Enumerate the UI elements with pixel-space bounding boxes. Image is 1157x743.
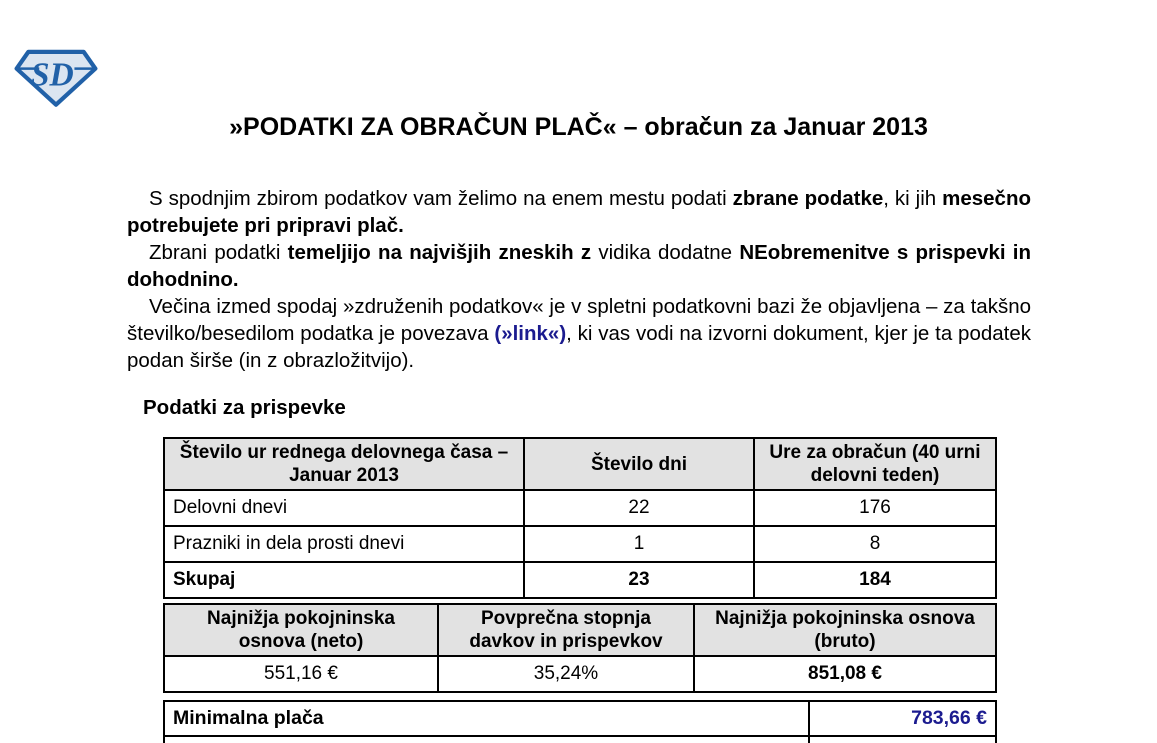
hours-value: 8 [754,526,996,562]
row-label: Delovni dnevi [164,490,524,526]
link-notation: (»link«) [494,322,567,345]
column-header-pension-net: Najnižja pokojninska osnova (neto) [164,604,438,656]
hours-total-value: 184 [754,562,996,598]
table-row-pension-values [164,656,996,692]
text-run: , ki jih [883,187,943,210]
text-run-bold: mesečno potrebujete pri pripravi plač. [127,187,1031,237]
table-row-partial [164,736,996,743]
column-header-avg-rate: Povprečna stopnja davkov in prispevkov [438,604,694,656]
sd-logo [14,46,98,108]
header-row [164,604,996,656]
column-header-hours-period: Število ur rednega delovnega časa – Januar 2013 [164,438,524,490]
intro-paragraph-2 [127,239,1031,293]
section-heading: Podatki za prispevke [143,396,346,419]
text-run: vidika dodatne [591,241,740,264]
pension-base-table [163,603,997,693]
text-run-bold: zbrane podatke [732,187,884,210]
row-label: Prazniki in dela prosti dnevi [164,526,524,562]
minimum-wage-table [163,700,997,743]
table-row-working-days [164,490,996,526]
days-value: 22 [524,490,754,526]
working-hours-table [163,437,997,599]
days-total-value: 23 [524,562,754,598]
text-run: S spodnjim zbirom podatkov vam želimo na enem mestu podati [149,187,733,210]
header-row [164,438,996,490]
logo-letters: SD [30,56,74,94]
minimum-wage-value-link[interactable]: 783,66 € [809,701,996,736]
empty-cell [809,736,996,743]
table-row-total [164,562,996,598]
pension-net-value: 551,16 € [164,656,438,692]
text-run: Večina izmed spodaj »združenih podatkov« je v spletni podatkovni bazi že objavljena – za takšno številko/besedilom podatka je povezava [127,295,1031,345]
pension-gross-value: 851,08 € [694,656,996,692]
hours-value: 176 [754,490,996,526]
empty-cell [164,736,809,743]
avg-rate-value: 35,24% [438,656,694,692]
sd-diamond-logo-icon [14,46,98,108]
intro-paragraph-3 [127,293,1031,374]
column-header-days: Število dni [524,438,754,490]
intro-text-block [127,185,1031,374]
table-row-minimum-wage [164,701,996,736]
text-run: , ki vas vodi na izvorni dokument, kjer je ta podatek podan širše (in z obrazložitvijo). [127,322,1031,372]
row-label-total: Skupaj [164,562,524,598]
text-run-bold: NEobremenitve s prispevki in dohodnino. [127,241,1031,291]
table-row-holidays [164,526,996,562]
column-header-pension-gross: Najnižja pokojninska osnova (bruto) [694,604,996,656]
text-run: Zbrani podatki [149,241,288,264]
intro-paragraph-1 [127,185,1031,239]
days-value: 1 [524,526,754,562]
column-header-calc-hours: Ure za obračun (40 urni delovni teden) [754,438,996,490]
page-title: »PODATKI ZA OBRAČUN PLAČ« – obračun za Januar 2013 [229,113,928,141]
minimum-wage-label: Minimalna plača [164,701,809,736]
text-run-bold: temeljijo na najvišjih zneskih z [287,241,592,264]
